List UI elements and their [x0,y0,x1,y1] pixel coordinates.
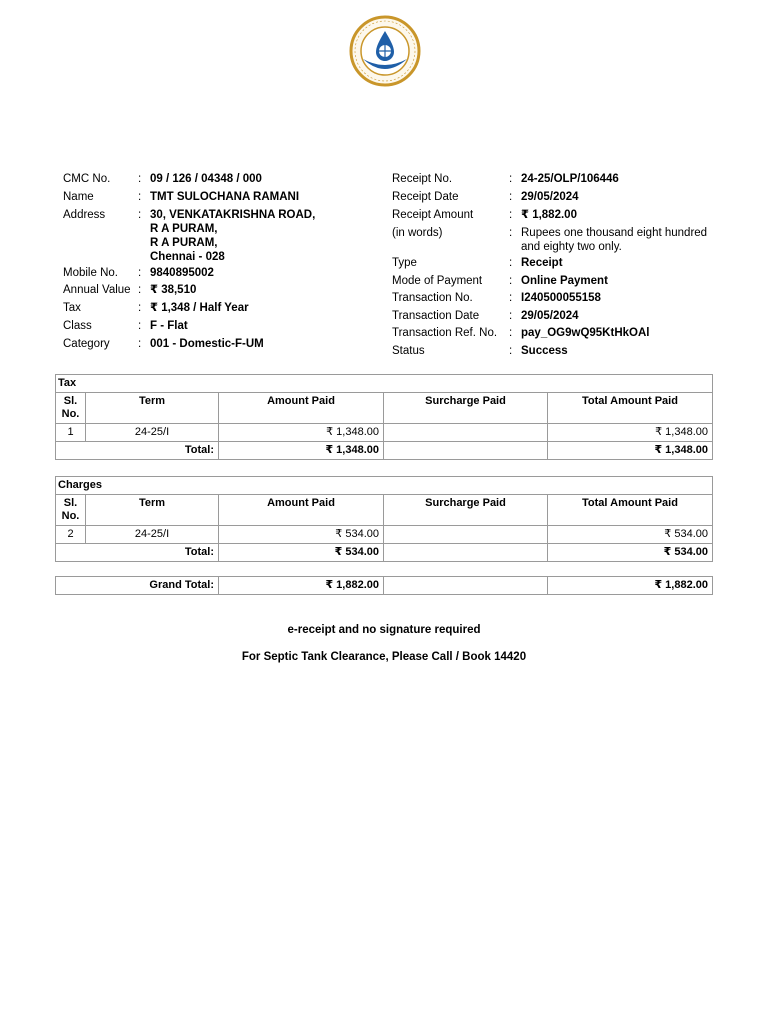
customer-field-label: Category [63,338,110,350]
customer-field-label: CMC No. [63,173,111,185]
amount-paid-header: Amount Paid [219,495,384,526]
receipt-field-label: Receipt Date [392,191,459,203]
customer-field-label: Tax [63,302,81,314]
colon-separator: : [509,173,513,185]
customer-field-value: 9840895002 [150,267,214,279]
customer-field-value: ₹ 1,348 / Half Year [150,302,249,314]
colon-separator: : [509,257,513,269]
customer-field-label: Mobile No. [63,267,118,279]
colon-separator: : [138,338,142,350]
colon-separator: : [138,284,142,296]
surcharge-paid-header: Surcharge Paid [384,393,548,424]
total-amount-paid-header: Total Amount Paid [548,495,713,526]
amount-paid-header: Amount Paid [219,393,384,424]
grand-total-table [55,576,713,595]
ereceipt-note: e-receipt and no signature required [287,624,481,636]
colon-separator: : [138,173,142,185]
sl-no-header: Sl. No. [56,393,86,424]
customer-field-value: ₹ 38,510 [150,284,197,296]
charges-table-caption: Charges [56,477,713,495]
charges-table-header [56,495,713,526]
colon-separator: : [509,275,513,287]
receipt-field-label: Receipt Amount [392,209,474,221]
customer-field-value: F - Flat [150,320,188,332]
receipt-field-label: Transaction Date [392,310,480,322]
charges-total-row: Total: ₹ 534.00 ₹ 534.00 [56,544,713,562]
customer-field-label: Address [63,209,106,221]
receipt-field-value: Success [521,345,568,357]
colon-separator: : [509,227,513,239]
receipt-field-label: Status [392,345,425,357]
surcharge-paid-header: Surcharge Paid [384,495,548,526]
receipt-field-label: Receipt No. [392,173,453,185]
colon-separator: : [138,267,142,279]
sl-no-header: Sl. No. [56,495,86,526]
customer-field-value: 09 / 126 / 04348 / 000 [150,173,262,185]
customer-field-label: Class [63,320,92,332]
colon-separator: : [138,191,142,203]
term-header: Term [86,495,219,526]
address-line: 30, VENKATAKRISHNA ROAD, [150,209,316,221]
charges-table [55,476,713,562]
colon-separator: : [509,327,513,339]
receipt-field-value: 29/05/2024 [521,310,579,322]
colon-separator: : [509,310,513,322]
colon-separator: : [509,345,513,357]
receipt-field-value: I240500055158 [521,292,601,304]
colon-separator: : [509,191,513,203]
tax-table [55,374,713,460]
term-header: Term [86,393,219,424]
address-line: R A PURAM, [150,223,218,235]
tax-total-row: Total: ₹ 1,348.00 ₹ 1,348.00 [56,442,713,460]
tax-table-header [56,393,713,424]
board-seal-logo [349,15,421,87]
customer-field-label: Annual Value [63,284,131,296]
customer-field-label: Name [63,191,94,203]
table-row: 1 24-25/I ₹ 1,348.00 ₹ 1,348.00 [56,424,713,442]
receipt-field-label: Type [392,257,417,269]
colon-separator: : [138,320,142,332]
customer-field-value [150,208,315,264]
address-line: Chennai - 028 [150,251,225,263]
colon-separator: : [509,292,513,304]
colon-separator: : [509,209,513,221]
receipt-field-label: Mode of Payment [392,275,483,287]
septic-tank-note: For Septic Tank Clearance, Please Call / Book 14420 [241,651,527,663]
receipt-field-value: 24-25/OLP/106446 [521,173,619,185]
receipt-field-value: pay_OG9wQ95KtHkOAl [521,327,650,339]
colon-separator: : [138,302,142,314]
receipt-field-label: Transaction Ref. No. [392,327,498,339]
receipt-field-value: Rupees one thousand eight hundred and eighty two only. [521,227,708,253]
total-amount-paid-header: Total Amount Paid [548,393,713,424]
colon-separator: : [138,209,142,221]
receipt-field-label: (in words) [392,227,443,239]
table-row: 2 24-25/I ₹ 534.00 ₹ 534.00 [56,526,713,544]
address-line: R A PURAM, [150,237,218,249]
customer-field-value: 001 - Domestic-F-UM [150,338,264,350]
receipt-field-value: Receipt [521,257,563,269]
receipt-field-value: Online Payment [521,275,608,287]
receipt-field-value: 29/05/2024 [521,191,579,203]
receipt-field-value: ₹ 1,882.00 [521,209,577,221]
customer-field-value: TMT SULOCHANA RAMANI [150,191,300,203]
tax-table-caption: Tax [56,375,713,393]
grand-total-row: Grand Total: ₹ 1,882.00 ₹ 1,882.00 [56,577,713,595]
receipt-field-label: Transaction No. [392,292,473,304]
